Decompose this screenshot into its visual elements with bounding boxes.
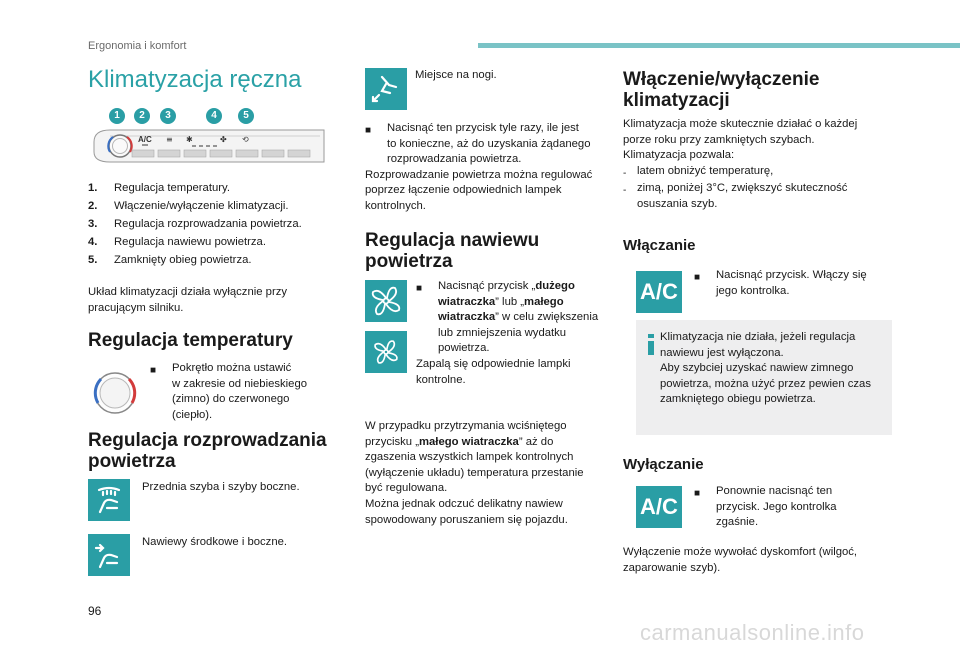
distrib-bullet: ■ Nacisnąć ten przycisk tyle razy, ile jest to konieczne, aż do uzyskania żądanego rozprowadzania powietrza. Rozprowadzanie powietrza można regulować poprzez łączenie odpowiednich lampek kontrolnych. bbox=[365, 122, 593, 212]
on-bullet: ■ Nacisnąć przycisk. Włączy się jego kontrolka. bbox=[694, 269, 867, 297]
callout-5: 5 bbox=[238, 108, 254, 124]
face-vent-icon[interactable] bbox=[88, 534, 130, 576]
final-note: Wyłączenie może wywołać dyskomfort (wilgoć, zaparowanie szyb). bbox=[623, 546, 858, 574]
header-accent-bar bbox=[478, 43, 960, 48]
svg-text:✤: ✤ bbox=[220, 135, 227, 144]
on-heading: Włączanie bbox=[623, 237, 696, 254]
airflow-bullet: ■ Nacisnąć przycisk „dużego wiatraczka” lub „małego wiatraczka” w celu zwiększenia lub zmniejszenia wydatku powietrza. bbox=[416, 280, 599, 355]
airflow-heading: Regulacja nawiewu powietrza bbox=[365, 230, 540, 272]
ac-button-icon[interactable]: A/C bbox=[636, 271, 682, 313]
svg-text:≡: ≡ bbox=[166, 135, 173, 144]
airflow-paragraph: W przypadku przytrzymania wciśniętego przycisku „małego wiatraczka” aż do zgaszenia wszystkich lampek kontrolnych (wyłączenie układu) temperatura przestanie być regulowana. Można jednak odczuć delikatny nawiew spowodowany poruszaniem się pojazdu. bbox=[365, 420, 584, 526]
svg-text:✱: ✱ bbox=[186, 135, 193, 144]
watermark: carmanualsonline.info bbox=[640, 620, 865, 645]
foot-vent-icon[interactable] bbox=[365, 68, 407, 110]
list-item: 3. Regulacja rozprowadzania powietrza. bbox=[88, 218, 302, 231]
svg-text:⟲: ⟲ bbox=[242, 135, 249, 144]
large-fan-icon[interactable] bbox=[365, 280, 407, 322]
info-icon bbox=[648, 334, 654, 356]
intro-paragraph: Układ klimatyzacji działa wyłącznie przy pracującym silniku. bbox=[88, 286, 288, 314]
component-list bbox=[88, 180, 348, 270]
temp-bullet: ■ Pokrętło można ustawić w zakresie od niebieskiego (zimno) do czerwonego (ciepło). bbox=[150, 362, 308, 421]
callout-4: 4 bbox=[206, 108, 222, 124]
callout-3: 3 bbox=[160, 108, 176, 124]
temp-heading: Regulacja temperatury bbox=[88, 330, 293, 351]
ac-button-off-icon[interactable]: A/C bbox=[636, 486, 682, 528]
onoff-heading: Włączenie/wyłączenie klimatyzacji bbox=[623, 69, 820, 111]
page-number: 96 bbox=[88, 604, 102, 618]
temp-knob-icon bbox=[88, 369, 142, 417]
list-item: 5. Zamknięty obieg powietrza. bbox=[88, 254, 252, 267]
distrib-item-windscreen: Przednia szyba i szyby boczne. bbox=[142, 481, 300, 493]
callout-2: 2 bbox=[134, 108, 150, 124]
small-fan-icon[interactable] bbox=[365, 331, 407, 373]
info-text: Klimatyzacja nie działa, jeżeli regulacja nawiewu jest wyłączona. Aby szybciej uzyskać nawiew zimnego powietrza, można użyć przez pewien czas zamkniętego obiegu powietrza. bbox=[660, 331, 871, 406]
list-item: 2. Włączenie/wyłączenie klimatyzacji. bbox=[88, 200, 289, 213]
airflow-after: Zapalą się odpowiednie lampki kontrolne. bbox=[416, 358, 571, 386]
control-panel-illustration bbox=[88, 108, 328, 170]
distrib-heading: Regulacja rozprowadzania powietrza bbox=[88, 430, 327, 472]
section-label: Ergonomia i komfort bbox=[88, 40, 187, 52]
list-item: 1. Regulacja temperatury. bbox=[88, 182, 230, 195]
callout-1: 1 bbox=[109, 108, 125, 124]
off-bullet: ■ Ponownie nacisnąć ten przycisk. Jego kontrolka zgaśnie. bbox=[694, 485, 837, 529]
distrib-item-face: Nawiewy środkowe i boczne. bbox=[142, 536, 288, 548]
distrib-item-feet: Miejsce na nogi. bbox=[415, 69, 497, 81]
list-item: 4. Regulacja nawiewu powietrza. bbox=[88, 236, 266, 249]
windscreen-vent-icon[interactable] bbox=[88, 479, 130, 521]
page-title: Klimatyzacja ręczna bbox=[88, 66, 302, 93]
ac-panel-label: A/C bbox=[138, 135, 152, 144]
off-heading: Wyłączanie bbox=[623, 456, 704, 473]
onoff-intro: Klimatyzacja może skutecznie działać o każdej porze roku przy zamkniętych szybach. Klimatyzacja pozwala: - latem obniżyć temperaturę, - zimą, poniżej 3°C, zwiększyć skuteczność osuszania szyb. bbox=[623, 118, 858, 210]
